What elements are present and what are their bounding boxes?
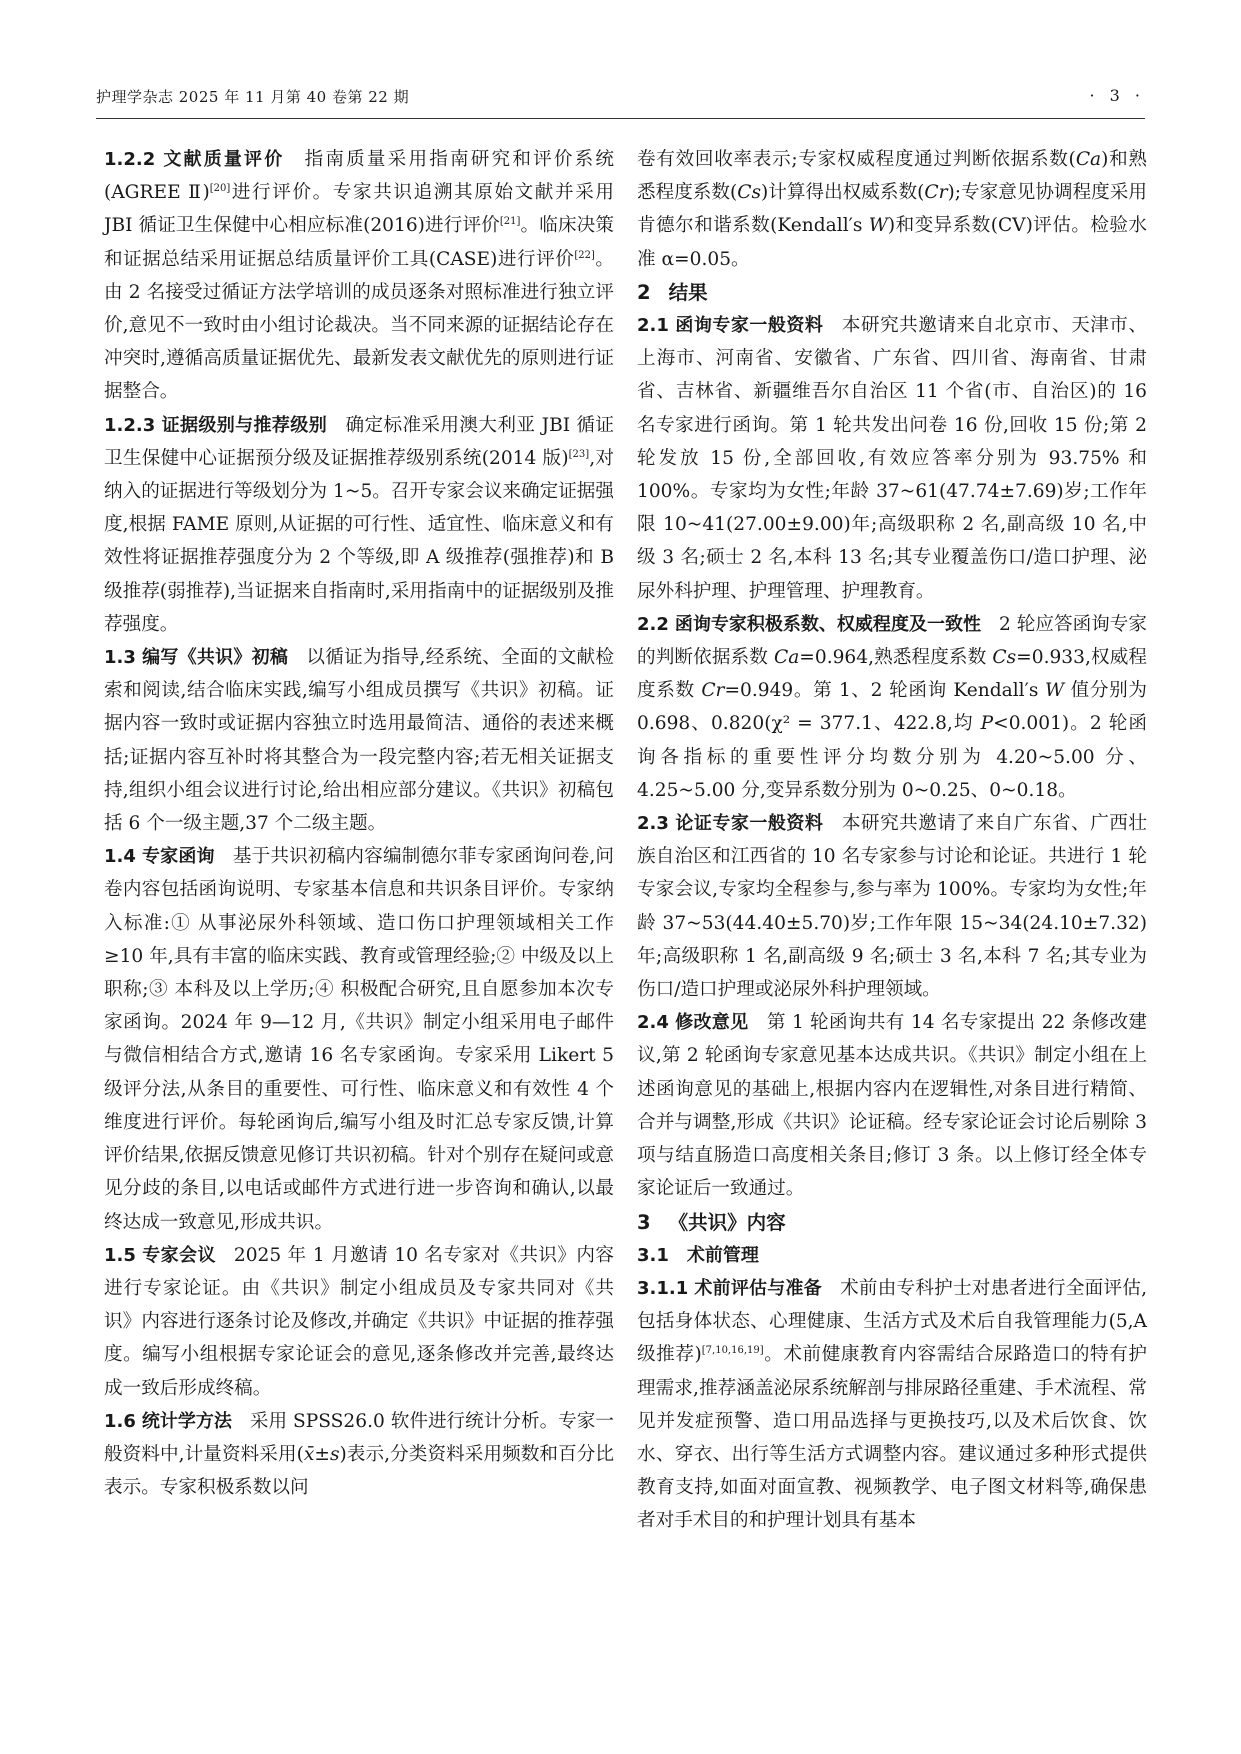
section-number: 1.2.2 (104, 149, 156, 170)
section-title: 函询专家一般资料 (675, 315, 824, 337)
body-text: <0.001)。2 轮函询各指标的重要性评分均数分别为 4.20~5.00 分、4.25~5.00 分,变异系数分别为 0~0.25、0~0.18。 (637, 713, 1147, 801)
body-text: 值分别为 0.698、0.820(χ² = 377.1、422.8,均 (637, 680, 1147, 735)
body-text: )表示,分类资料采用频数和百分比表示。专家积极系数以问 (104, 1443, 614, 1499)
section-number: 3.1.1 (637, 1277, 689, 1299)
section-1-4 (104, 840, 614, 1238)
section-number: 1.6 (104, 1410, 136, 1432)
body-text: 本研究共邀请了来自广东省、广西壮族自治区和江西省的 10 名专家参与讨论和论证。共进行 1 轮专家会议,专家均全程参与,参与率为 100%。专家均为女性;年龄 37~53(44.40±5.70)岁;工作年限 15~34(24.10±7.32)年;高级职称 1 名,副高级 9 名;硕士 3 名,本科 7 名;其专业为伤口/造口护理或泌尿外科护理领域。 (637, 813, 1147, 1001)
body-text: ,对纳入的证据进行等级划分为 1~5。召开专家会议来确定证据强度,根据 FAME 原则,从证据的可行性、适宜性、临床意义和有效性将证据推荐强度分为 2 个等级,即 A 级推荐(强推荐)和 B 级推荐(弱推荐),当证据来自指南时,采用指南中的证据级别及推荐强度。 (104, 447, 614, 635)
body-text: 确定标准采用澳大利亚 JBI 循证卫生保健中心证据预分级及证据推荐级别系统(2014 版) (104, 414, 614, 469)
section-number: 1.5 (104, 1244, 136, 1266)
body-text: =0.949。第 1、2 轮函询 Kendall′s (724, 680, 1045, 702)
math-symbol: P (980, 713, 994, 735)
math-symbol: Ca (773, 647, 800, 669)
body-text: 本研究共邀请来自北京市、天津市、上海市、河南省、安徽省、广东省、四川省、海南省、甘肃省、吉林省、新疆维吾尔自治区 11 个省(市、自治区)的 16 名专家进行函询。第 1 轮共发出问卷 16 份,回收 15 份;第 2 轮发放 15 份,全部回收,有效应答率分别为 93.75% 和 100%。专家均为女性;年龄 37~61(47.74±7.69)岁;工作年限 10~41(27.00±9.00)年;高级职称 2 名,副高级 10 名,中级 3 名;硕士 2 名,本科 13 名;其专业覆盖伤口/造口护理、泌尿外科护理、护理管理、护理教育。 (637, 315, 1147, 602)
body-text: =0.964,熟悉程度系数 (799, 647, 993, 669)
section-title: 修改意见 (675, 1012, 749, 1034)
citation: [23] (568, 448, 590, 460)
section-1-3 (104, 641, 614, 840)
math-symbol: x̄±s (303, 1443, 340, 1465)
section-number: 2.1 (637, 315, 669, 337)
section-title: 证据级别与推荐级别 (161, 414, 328, 436)
section-3-1-heading (637, 1239, 1147, 1272)
section-title: 函询专家积极系数、权威程度及一致性 (674, 613, 982, 635)
math-symbol: W (868, 215, 888, 237)
body-text: 。术前健康教育内容需结合尿路造口的特有护理需求,推荐涵盖泌尿系统解剖与排尿路径重建、手术流程、常见并发症预警、造口用品选择与更换技巧,以及术后饮食、饮水、穿衣、出行等生活方式调整内容。建议通过多种形式提供教育支持,如面对面宣教、视频教学、电子图文材料等,确保患者对手术目的和护理计划具有基本 (637, 1344, 1147, 1532)
section-number: 2 (637, 280, 651, 304)
body-text: =0.933,权威程度系数 (637, 647, 1147, 702)
header-rule (96, 118, 1145, 119)
citation: [22] (574, 249, 595, 261)
math-symbol: Cs (992, 647, 1017, 669)
citation: [20] (209, 183, 231, 195)
section-2-1 (637, 309, 1147, 608)
math-symbol: Cr (701, 680, 725, 702)
math-symbol: Cs (737, 182, 762, 204)
body-text: );专家意见协调程度采用肯德尔和谐系数(Kendall′s (637, 182, 1147, 237)
section-number: 2.4 (637, 1012, 669, 1034)
section-2-4 (637, 1006, 1147, 1205)
body-text: 第 1 轮函询共有 14 名专家提出 22 条修改建议,第 2 轮函询专家意见基本达成共识。《共识》制定小组在上述函询意见的基础上,根据内容内在逻辑性,对条目进行精简、合并与调整,形成《共识》论证稿。经专家论证会讨论后剔除 3 项与结直肠造口高度相关条目;修订 3 条。以上修订经全体专家论证后一致通过。 (637, 1012, 1147, 1200)
body-text: )和变异系数(CV)评估。检验水准 α=0.05。 (637, 215, 1148, 270)
math-symbol: Ca (1075, 149, 1102, 170)
section-3-heading (637, 1206, 1147, 1239)
section-1-2-2 (104, 143, 614, 409)
body-text: 2025 年 1 月邀请 10 名专家对《共识》内容进行专家论证。由《共识》制定小组成员及专家共同对《共识》内容进行逐条讨论及修改,并确定《共识》中证据的推荐强度。编写小组根据专家论证会的意见,逐条修改并完善,最终达成一致后形成终稿。 (104, 1244, 614, 1399)
journal-info: 护理学杂志 2025 年 11 月第 40 卷第 22 期 (96, 88, 410, 106)
body-text: 2 轮应答函询专家的判断依据系数 (637, 613, 1147, 669)
body-text: )和熟悉程度系数( (637, 149, 1147, 204)
section-1-6-continued (637, 143, 1147, 276)
body-text: 以循证为指导,经系统、全面的文献检索和阅读,结合临床实践,编写小组成员撰写《共识》初稿。证据内容一致时或证据内容独立时选用最简洁、通俗的表述来概括;证据内容互补时将其整合为一段完整内容;若无相关证据支持,组织小组会议进行讨论,给出相应部分建议。《共识》初稿包括 6 个一级主题,37 个二级主题。 (104, 647, 614, 835)
citation: [21] (499, 216, 521, 228)
section-2-2 (637, 608, 1147, 807)
left-column (104, 143, 614, 1504)
section-number: 2.3 (637, 813, 669, 835)
section-title: 术前管理 (686, 1244, 759, 1266)
section-title: 统计学方法 (141, 1410, 232, 1432)
section-2-3 (637, 807, 1147, 1006)
section-number: 3 (637, 1210, 651, 1234)
section-number: 2.2 (637, 613, 669, 635)
section-title: 专家函询 (141, 846, 215, 868)
section-title: 术前评估与准备 (694, 1277, 822, 1299)
section-1-2-3 (104, 409, 614, 641)
section-1-5 (104, 1239, 614, 1405)
body-text: 。临床决策和证据总结采用证据总结质量评价工具(CASE)进行评价 (104, 215, 614, 270)
body-text: 采用 SPSS26.0 软件进行统计分析。专家一般资料中,计量资料采用( (104, 1410, 614, 1465)
section-title: 论证专家一般资料 (675, 813, 824, 835)
body-text: 。由 2 名接受过循证方法学培训的成员逐条对照标准进行独立评价,意见不一致时由小组讨论裁决。当不同来源的证据结论存在冲突时,遵循高质量证据优先、最新发表文献优先的原则进行证据整合。 (104, 248, 614, 403)
body-text: 进行评价。专家共识追溯其原始文献并采用 JBI 循证卫生保健中心相应标准(2016)进行评价 (104, 182, 614, 237)
section-title: 《共识》内容 (668, 1210, 786, 1234)
page-number: · 3 · (1089, 86, 1145, 105)
body-text: 卷有效回收率表示;专家权威程度通过判断依据系数( (637, 149, 1076, 170)
section-2-heading (637, 276, 1147, 309)
section-number: 3.1 (637, 1244, 669, 1266)
section-number: 1.3 (104, 647, 136, 669)
citation: [7,10,16,19] (701, 1345, 764, 1357)
section-title: 结果 (668, 280, 708, 304)
section-title: 编写《共识》初稿 (142, 647, 289, 669)
math-symbol: Cr (924, 182, 948, 204)
section-3-1-1 (637, 1272, 1147, 1538)
section-number: 1.4 (104, 846, 136, 868)
page-header (96, 84, 1145, 118)
body-text: 术前由专科护士对患者进行全面评估,包括身体状态、心理健康、生活方式及术后自我管理能力(5,A 级推荐) (637, 1277, 1147, 1366)
section-title: 文献质量评价 (163, 149, 285, 170)
section-1-6 (104, 1405, 614, 1505)
section-number: 1.2.3 (104, 414, 156, 436)
body-text: 指南质量采用指南研究和评价系统(AGREE Ⅱ) (104, 149, 614, 204)
body-text: 基于共识初稿内容编制德尔菲专家函询问卷,问卷内容包括函询说明、专家基本信息和共识条目评价。专家纳入标准:① 从事泌尿外科领域、造口伤口护理领域相关工作≥10 年,具有丰富的临床实践、教育或管理经验;② 中级及以上职称;③ 本科及以上学历;④ 积极配合研究,且自愿参加本次专家函询。2024 年 9—12 月,《共识》制定小组采用电子邮件与微信相结合方式,邀请 16 名专家函询。专家采用 Likert 5 级评分法,从条目的重要性、可行性、临床意义和有效性 4 个维度进行评价。每轮函询后,编写小组及时汇总专家反馈,计算评价结果,依据反馈意见修订共识初稿。针对个别存在疑问或意见分歧的条目,以电话或邮件方式进行进一步咨询和确认,以最终达成一致意见,形成共识。 (104, 846, 615, 1233)
section-title: 专家会议 (142, 1244, 216, 1266)
right-column (637, 143, 1147, 1538)
body-text: )计算得出权威系数( (761, 182, 925, 204)
math-symbol: W (1044, 680, 1065, 702)
